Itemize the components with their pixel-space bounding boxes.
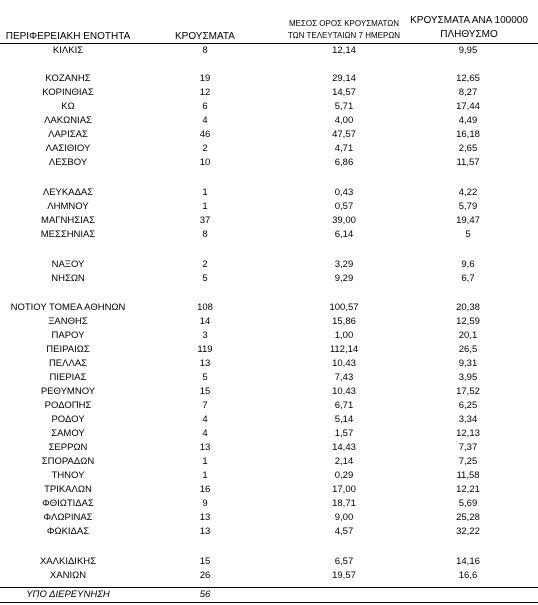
cell-region: ΚΩ xyxy=(61,101,75,112)
cell-region: ΣΠΟΡΑΔΩΝ xyxy=(41,456,95,467)
cell-region: ΠΑΡΟΥ xyxy=(51,330,85,341)
cell-per-100k: 4,49 xyxy=(458,115,478,126)
table-row xyxy=(0,371,538,385)
cell-region: ΚΟΖΑΝΗΣ xyxy=(45,73,91,84)
table-row xyxy=(0,156,538,170)
cell-avg-7day: 29,14 xyxy=(332,73,356,84)
cell-region: ΚΟΡΙΝΘΙΑΣ xyxy=(42,87,94,98)
cell-cases: 12 xyxy=(199,87,211,98)
cell-cases: 108 xyxy=(197,302,213,313)
cell-region: ΜΕΣΣΗΝΙΑΣ xyxy=(40,229,96,240)
table-row xyxy=(0,200,538,214)
cell-per-100k: 9,31 xyxy=(458,358,478,369)
table-row xyxy=(0,44,538,58)
cell-region: ΧΑΝΙΩΝ xyxy=(49,570,87,581)
cell-avg-7day: 5,71 xyxy=(334,101,354,112)
cell-per-100k: 16,6 xyxy=(458,570,478,581)
bottom-rule xyxy=(0,602,538,603)
cell-avg-7day: 17,00 xyxy=(332,484,356,495)
cell-cases: 10 xyxy=(199,157,211,168)
table-row xyxy=(0,128,538,142)
cell-per-100k: 11,57 xyxy=(456,157,480,168)
cell-avg-7day: 7,43 xyxy=(334,372,354,383)
cell-per-100k: 9,95 xyxy=(458,45,478,56)
cell-region: ΚΙΛΚΙΣ xyxy=(52,45,84,56)
header-avg-line2: ΤΩΝ ΤΕΛΕΥΤΑΙΩΝ 7 ΗΜΕΡΩΝ xyxy=(287,31,401,40)
cell-region: ΛΕΥΚΑΔΑΣ xyxy=(42,187,94,198)
cell-avg-7day: 39,00 xyxy=(332,215,356,226)
cell-region: ΤΗΝΟΥ xyxy=(51,470,85,481)
cell-avg-7day: 6,57 xyxy=(334,556,354,567)
cell-cases: 4 xyxy=(202,428,208,439)
cell-cases: 7 xyxy=(202,400,208,411)
cell-per-100k: 12,13 xyxy=(456,428,480,439)
cell-avg-7day: 18,71 xyxy=(332,498,356,509)
cell-cases: 1 xyxy=(202,201,208,212)
cell-cases: 13 xyxy=(199,526,211,537)
table-row xyxy=(0,427,538,441)
cell-cases: 1 xyxy=(202,470,208,481)
table-row xyxy=(0,214,538,228)
header-per100k-line1: ΚΡΟΥΣΜΑΤΑ ΑΝΑ 100000 xyxy=(410,15,528,26)
cell-per-100k: 3,95 xyxy=(458,372,478,383)
cell-cases: 5 xyxy=(202,372,208,383)
cell-region: ΝΑΞΟΥ xyxy=(51,259,85,270)
cell-region: ΡΕΘΥΜΝΟΥ xyxy=(40,386,96,397)
table-row xyxy=(0,569,538,583)
table-row xyxy=(0,483,538,497)
table-row xyxy=(0,357,538,371)
cell-avg-7day: 10,43 xyxy=(332,358,356,369)
cell-cases: 8 xyxy=(202,229,208,240)
table-row xyxy=(0,272,538,286)
table-row xyxy=(0,413,538,427)
header-region: ΠΕΡΙΦΕΡΕΙΑΚΗ ΕΝΟΤΗΤΑ xyxy=(5,31,131,42)
cell-cases: 26 xyxy=(199,570,211,581)
cell-per-100k: 17,44 xyxy=(456,101,480,112)
cell-avg-7day: 112,14 xyxy=(329,344,359,355)
cell-region: ΧΑΛΚΙΔΙΚΗΣ xyxy=(39,556,97,567)
cell-avg-7day: 14,43 xyxy=(332,442,356,453)
cell-avg-7day: 47,57 xyxy=(332,129,356,140)
cell-cases: 1 xyxy=(202,187,208,198)
cell-cases: 119 xyxy=(197,344,213,355)
cell-per-100k: 25,28 xyxy=(456,512,480,523)
cell-avg-7day: 1,57 xyxy=(334,428,354,439)
cell-per-100k: 5,69 xyxy=(458,498,478,509)
cell-region: ΛΕΣΒΟΥ xyxy=(48,157,88,168)
cell-cases: 16 xyxy=(199,484,211,495)
cell-region: ΠΕΛΛΑΣ xyxy=(48,358,88,369)
cell-region: ΛΑΡΙΣΑΣ xyxy=(48,129,88,140)
cell-cases: 19 xyxy=(199,73,211,84)
cell-region: ΛΑΣΙΘΙΟΥ xyxy=(45,143,91,154)
cell-avg-7day: 4,71 xyxy=(334,143,354,154)
cell-per-100k: 14,16 xyxy=(456,556,480,567)
cell-per-100k: 32,22 xyxy=(456,526,480,537)
cell-region: ΛΗΜΝΟΥ xyxy=(47,201,89,212)
cell-avg-7day: 9,00 xyxy=(334,512,354,523)
table-row xyxy=(0,525,538,539)
cell-cases: 13 xyxy=(199,358,211,369)
footer-row xyxy=(0,588,538,602)
cell-avg-7day: 0,43 xyxy=(334,187,354,198)
cell-cases: 56 xyxy=(199,589,211,600)
table-row xyxy=(0,469,538,483)
cell-region: ΤΡΙΚΑΛΩΝ xyxy=(44,484,92,495)
cell-cases: 9 xyxy=(202,498,208,509)
cell-cases: 1 xyxy=(202,456,208,467)
cell-avg-7day: 14,57 xyxy=(332,87,356,98)
cell-per-100k: 6,25 xyxy=(458,400,478,411)
cell-cases: 13 xyxy=(199,512,211,523)
cell-per-100k: 3,34 xyxy=(458,414,478,425)
cell-cases: 46 xyxy=(199,129,211,140)
table-row xyxy=(0,114,538,128)
cell-region: ΞΑΝΘΗΣ xyxy=(48,316,88,327)
cell-per-100k: 17,52 xyxy=(456,386,480,397)
cell-region: ΦΘΙΩΤΙΔΑΣ xyxy=(42,498,94,509)
cell-region: ΦΩΚΙΔΑΣ xyxy=(46,526,90,537)
cell-region: ΝΗΣΩΝ xyxy=(51,273,85,284)
cell-region: ΝΟΤΙΟΥ ΤΟΜΕΑ ΑΘΗΝΩΝ xyxy=(10,302,126,313)
cell-region: ΠΙΕΡΙΑΣ xyxy=(49,372,87,383)
cell-per-100k: 5 xyxy=(465,229,471,240)
table-row xyxy=(0,315,538,329)
cell-per-100k: 20,38 xyxy=(456,302,480,313)
cell-cases: 4 xyxy=(202,115,208,126)
table-row xyxy=(0,455,538,469)
cell-per-100k: 7,37 xyxy=(458,442,478,453)
cell-cases: 37 xyxy=(199,215,211,226)
cell-avg-7day: 6,71 xyxy=(334,400,354,411)
cell-cases: 6 xyxy=(202,101,208,112)
cell-region: ΣΑΜΟΥ xyxy=(51,428,85,439)
header-cases: ΚΡΟΥΣΜΑΤΑ xyxy=(175,31,235,42)
cell-per-100k: 20,1 xyxy=(458,330,478,341)
cell-cases: 15 xyxy=(199,386,211,397)
cell-region: ΜΑΓΝΗΣΙΑΣ xyxy=(41,215,95,226)
cell-region: ΥΠΟ ΔΙΕΡΕΥΝΗΣΗ xyxy=(26,589,110,600)
cell-per-100k: 16,18 xyxy=(456,129,480,140)
header-avg-line1: ΜΕΣΟΣ ΟΡΟΣ ΚΡΟΥΣΜΑΤΩΝ xyxy=(288,19,400,28)
table-row xyxy=(0,86,538,100)
cell-cases: 15 xyxy=(199,556,211,567)
cell-per-100k: 5,79 xyxy=(458,201,478,212)
table-row xyxy=(0,258,538,272)
cell-avg-7day: 1,00 xyxy=(334,330,354,341)
cell-per-100k: 4,22 xyxy=(458,187,478,198)
cell-avg-7day: 10,43 xyxy=(332,386,356,397)
cell-region: ΡΟΔΟΥ xyxy=(51,414,85,425)
cell-per-100k: 19,47 xyxy=(456,215,480,226)
cell-avg-7day: 12,14 xyxy=(332,45,356,56)
cell-per-100k: 7,25 xyxy=(458,456,478,467)
cell-region: ΣΕΡΡΩΝ xyxy=(48,442,88,453)
cell-avg-7day: 4,00 xyxy=(334,115,354,126)
cell-per-100k: 12,59 xyxy=(456,316,480,327)
table-row xyxy=(0,228,538,242)
table-row xyxy=(0,555,538,569)
cell-cases: 2 xyxy=(202,259,208,270)
table-row xyxy=(0,497,538,511)
cell-per-100k: 6,7 xyxy=(461,273,475,284)
cell-avg-7day: 19,57 xyxy=(332,570,356,581)
cell-region: ΛΑΚΩΝΙΑΣ xyxy=(44,115,92,126)
cell-avg-7day: 3,29 xyxy=(334,259,354,270)
cell-region: ΠΕΙΡΑΙΩΣ xyxy=(46,344,90,355)
cell-avg-7day: 4,57 xyxy=(334,526,354,537)
table-row xyxy=(0,343,538,357)
cell-avg-7day: 0,29 xyxy=(334,470,354,481)
table-row xyxy=(0,329,538,343)
cell-cases: 5 xyxy=(202,273,208,284)
table-row xyxy=(0,186,538,200)
cell-cases: 13 xyxy=(199,442,211,453)
cell-avg-7day: 9,29 xyxy=(334,273,354,284)
cell-avg-7day: 15,86 xyxy=(332,316,356,327)
table-row xyxy=(0,399,538,413)
cell-avg-7day: 0,57 xyxy=(334,201,354,212)
cell-region: ΦΛΩΡΙΝΑΣ xyxy=(43,512,93,523)
table-row xyxy=(0,72,538,86)
cell-per-100k: 26,5 xyxy=(458,344,478,355)
cell-cases: 3 xyxy=(202,330,208,341)
table-row xyxy=(0,441,538,455)
cell-per-100k: 9,6 xyxy=(461,259,475,270)
cell-avg-7day: 5,14 xyxy=(334,414,354,425)
cell-per-100k: 8,27 xyxy=(458,87,478,98)
cell-per-100k: 11,58 xyxy=(456,470,480,481)
cell-avg-7day: 6,86 xyxy=(334,157,354,168)
table-row xyxy=(0,511,538,525)
table-row xyxy=(0,301,538,315)
cell-avg-7day: 6,14 xyxy=(334,229,354,240)
cell-per-100k: 12,21 xyxy=(456,484,480,495)
table-row xyxy=(0,142,538,156)
cell-cases: 2 xyxy=(202,143,208,154)
cell-avg-7day: 2,14 xyxy=(334,456,354,467)
cell-avg-7day: 100,57 xyxy=(329,302,359,313)
cell-per-100k: 12,65 xyxy=(456,73,480,84)
cell-cases: 14 xyxy=(199,316,211,327)
cell-cases: 8 xyxy=(202,45,208,56)
table-row xyxy=(0,385,538,399)
table-row xyxy=(0,100,538,114)
header-per100k-line2: ΠΛΗΘΥΣΜΟ xyxy=(440,29,498,40)
cell-cases: 4 xyxy=(202,414,208,425)
cell-region: ΡΟΔΟΠΗΣ xyxy=(44,400,92,411)
cell-per-100k: 2,65 xyxy=(458,143,478,154)
